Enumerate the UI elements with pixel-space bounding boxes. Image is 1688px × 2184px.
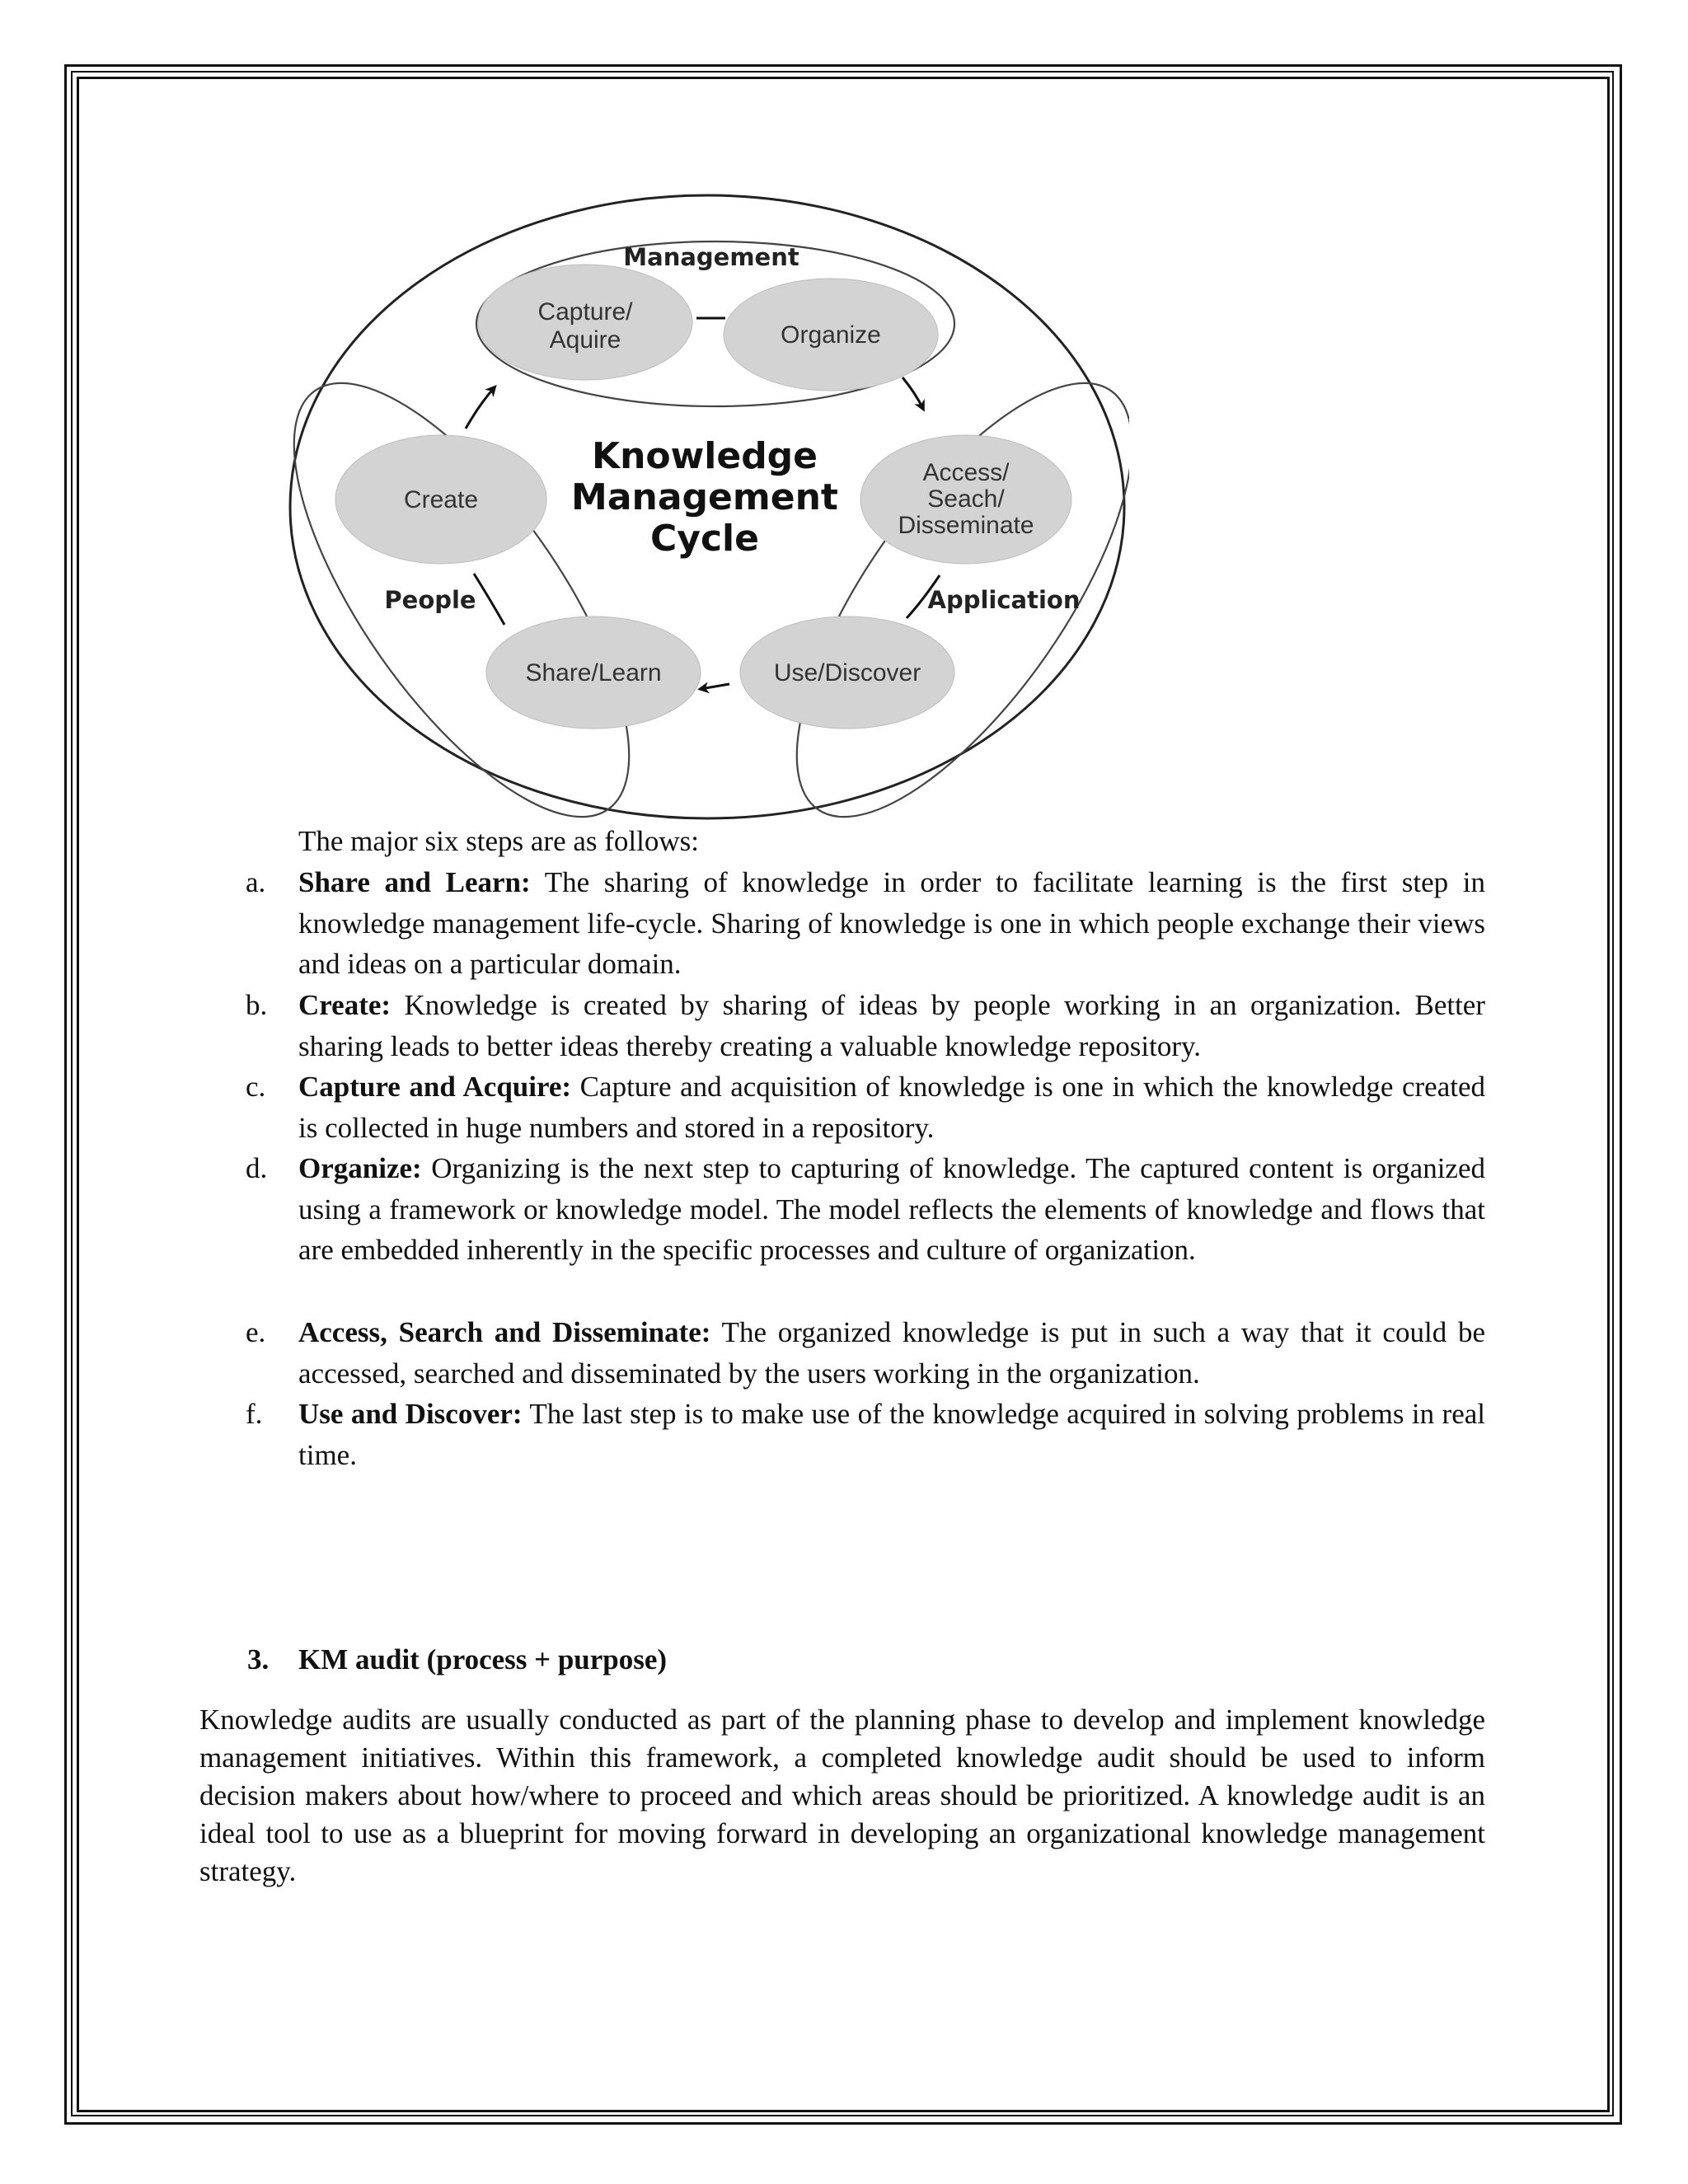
step-item [246,1148,1485,1271]
step-text: The organized knowledge is put in such a way that it could be accessed, searched and disseminated by the users working in the organization. [298,1316,1485,1390]
step-letter: b. [246,989,268,1021]
cycle-title-line1: Knowledge [591,435,818,477]
km-audit-paragraph: Knowledge audits are usually conducted as part of the planning phase to develop and implement knowledge management initiatives. Within this framework, a completed knowledge audit should be used to inform decision makers about how/where to proceed and which areas should be prioritized. A knowledge audit is an ideal tool to use as a blueprint for moving forward in developing an organizational knowledge management strategy. [199,1704,1485,1887]
use-to-share-arrow [701,684,729,689]
step-text: Capture and acquisition of knowledge is one in which the knowledge created is collected in huge numbers and stored in a repository. [298,1071,1486,1144]
cycle-title-line2: Management [571,476,838,518]
section-number: 3. [247,1643,270,1675]
use-discover-label: Use/Discover [773,659,921,687]
step-term: Share and Learn: [298,866,531,898]
step-term: Organize: [298,1152,422,1184]
management-group-label: Management [623,243,799,271]
step-item [246,985,1485,1066]
step-letter: a. [246,866,266,898]
access-label-line3: Disseminate [898,512,1034,539]
step-letter: f. [246,1398,263,1430]
step-item [246,1066,1486,1148]
step-term: Capture and Acquire: [298,1071,572,1103]
step-term: Access, Search and Disseminate: [298,1316,711,1348]
step-letter: d. [246,1152,268,1184]
step-term: Create: [298,989,392,1021]
step-item [246,1394,1485,1475]
step-item [246,862,1485,985]
section-heading [247,1643,667,1676]
step-item [246,1312,1485,1394]
cycle-title-line3: Cycle [650,518,759,560]
capture-label-line2: Aquire [549,326,621,354]
section-title: KM audit (process + purpose) [298,1643,668,1675]
organize-to-access-arrow [903,377,923,409]
create-to-capture-arrow [466,387,495,429]
knowledge-management-cycle-diagram [288,188,1129,823]
step-letter: c. [246,1071,266,1103]
create-label: Create [403,486,479,513]
share-learn-label: Share/Learn [525,659,662,687]
step-text: Organizing is the next step to capturing of knowledge. The captured content is organized using a framework or knowledge model. The model reflects the elements of knowledge and flows that are embedded inherently in the specific processes and culture of organization. [298,1152,1485,1266]
step-text: The sharing of knowledge in order to facilitate learning is the first step in knowledge management life-cycle. Sharing of knowledge is one in which people exchange their views and ideas on a particular domain. [298,866,1485,980]
access-label-line2: Seach/ [927,485,1005,513]
step-term: Use and Discover: [298,1398,523,1430]
step-text: The last step is to make use of the knowledge acquired in solving problems in real time. [298,1398,1485,1471]
step-letter: e. [246,1316,266,1348]
capture-label-line1: Capture/ [537,298,633,326]
organize-label: Organize [781,321,881,349]
people-group-ring [288,334,689,823]
application-group-label: Application [927,586,1081,614]
share-to-create-arrow [474,574,504,625]
steps-intro: The major six steps are as follows: [298,825,700,857]
people-group-label: People [384,586,476,614]
step-text: Knowledge is created by sharing of ideas by people working in an organization. Better sharing leads to better ideas thereby creating a valuable knowledge repository. [298,989,1485,1062]
application-group-ring [737,334,1129,823]
access-label-line1: Access/ [922,459,1010,486]
